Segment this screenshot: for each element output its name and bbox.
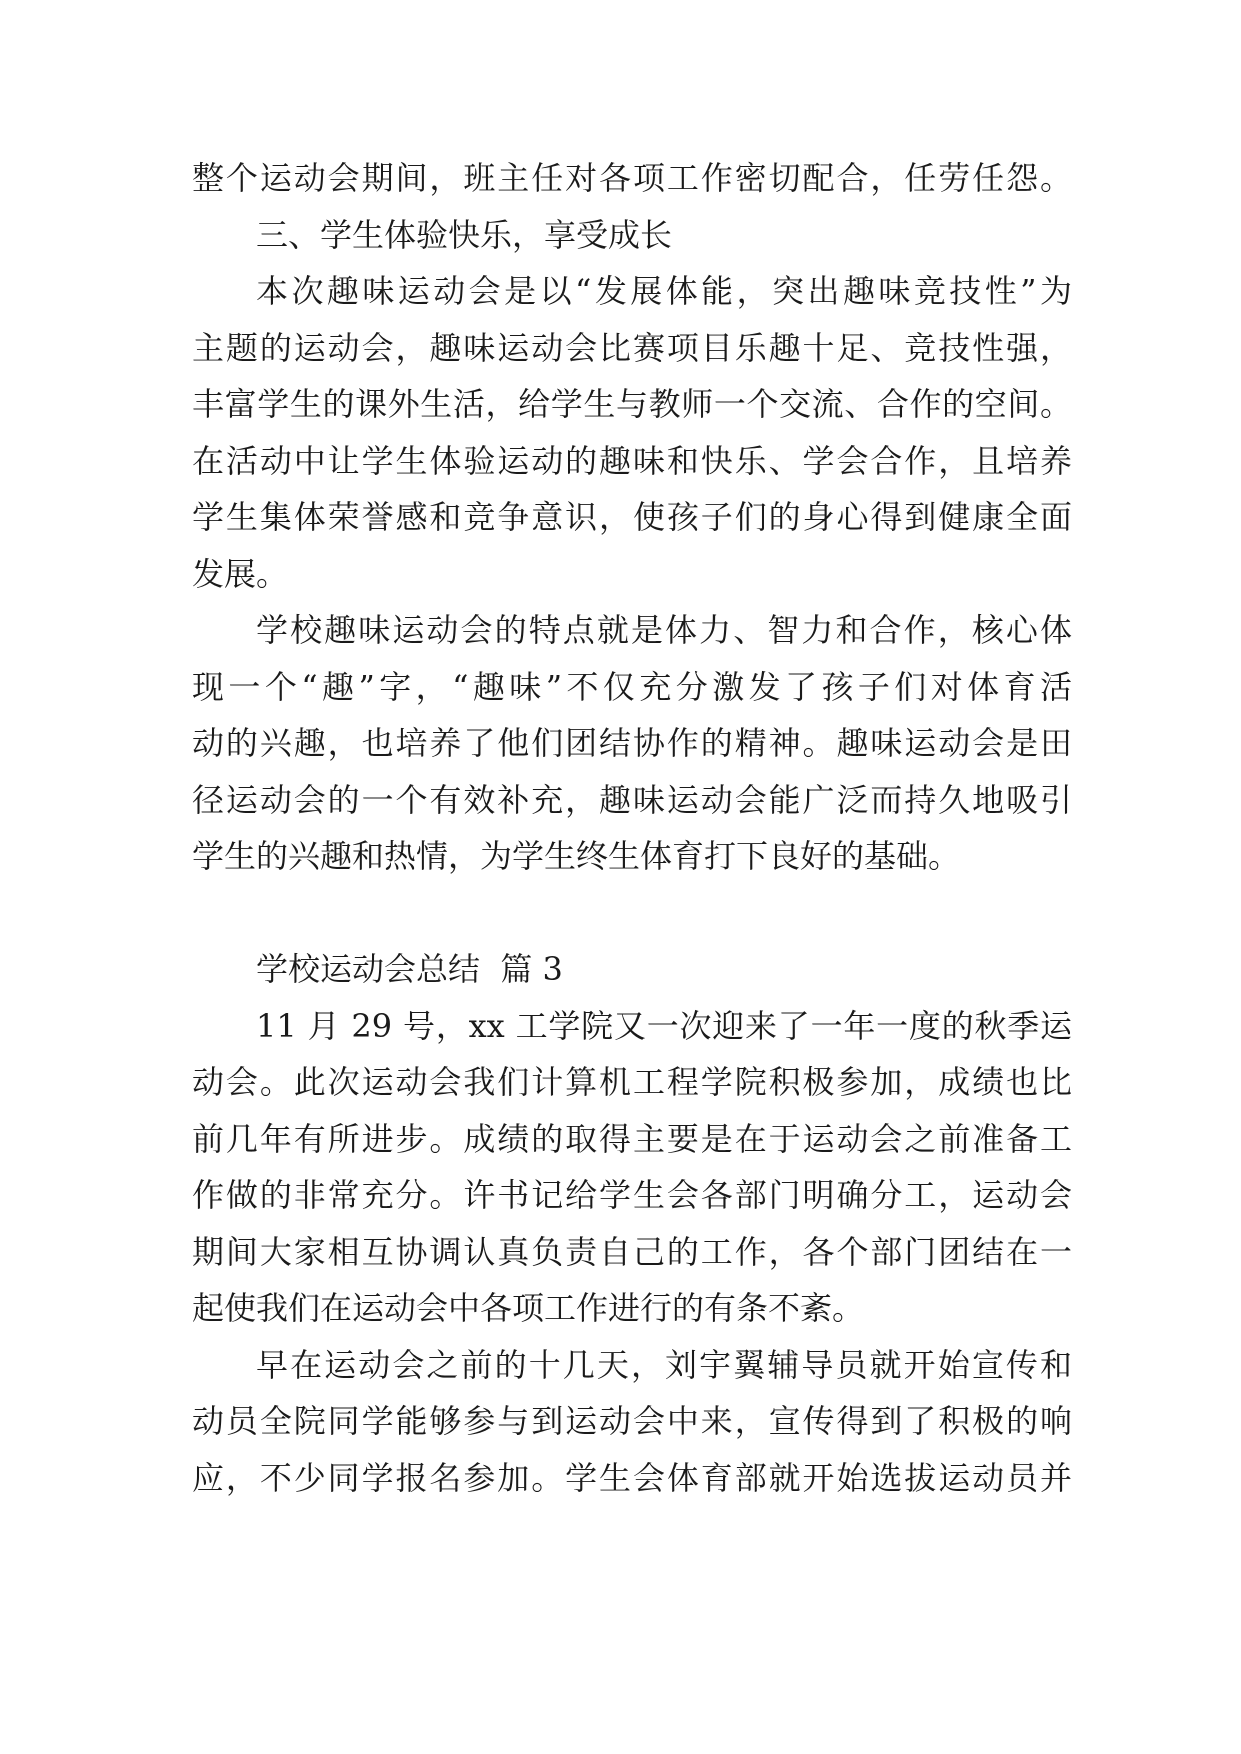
paragraph-line: 学生的兴趣和热情，为学生终生体育打下良好的基础。 [192, 837, 961, 875]
paragraph-line: 前几年有所进步。成绩的取得主要是在于运动会之前准备工 [192, 1119, 1072, 1158]
paragraph-line: 起使我们在运动会中各项工作进行的有条不紊。 [192, 1289, 865, 1327]
paragraph-line: 现一个“趣”字，“趣味”不仅充分激发了孩子们对体育活 [192, 667, 1072, 706]
section-heading: 三、学生体验快乐，享受成长 [256, 215, 673, 254]
paragraph-line: 主题的运动会，趣味运动会比赛项目乐趣十足、竞技性强， [192, 328, 1072, 367]
paragraph-line: 学生集体荣誉感和竞争意识，使孩子们的身心得到健康全面 [192, 498, 1072, 536]
paragraph-line: 丰富学生的课外生活，给学生与教师一个交流、合作的空间。 [192, 385, 1072, 423]
paragraph-line: 动的兴趣，也培养了他们团结协作的精神。趣味运动会是田 [192, 724, 1072, 762]
paragraph-line: 本次趣味运动会是以“发展体能，突出趣味竞技性”为 [256, 272, 1072, 310]
blank-line [192, 885, 1072, 942]
document-body [192, 150, 1072, 1506]
paragraph-line: 11 月 29 号，xx 工学院又一次迎来了一年一度的秋季运 [256, 1006, 1072, 1045]
paragraph-line: 作做的非常充分。许书记给学生会各部门明确分工，运动会 [192, 1176, 1072, 1214]
paragraph-line: 发展。 [192, 554, 289, 593]
paragraph-line: 早在运动会之前的十几天，刘宇翼辅导员就开始宣传和 [256, 1345, 1072, 1384]
paragraph-line: 整个运动会期间，班主任对各项工作密切配合，任劳任怨。 [192, 159, 1072, 197]
paragraph-line: 动员全院同学能够参与到运动会中来，宣传得到了积极的响 [192, 1402, 1072, 1440]
paragraph-line: 学校趣味运动会的特点就是体力、智力和合作，核心体 [256, 611, 1072, 649]
paragraph-line: 期间大家相互协调认真负责自己的工作，各个部门团结在一 [192, 1232, 1072, 1271]
paragraph-line: 应，不少同学报名参加。学生会体育部就开始选拔运动员并 [192, 1458, 1072, 1497]
article-title: 学校运动会总结 篇 3 [256, 950, 563, 988]
paragraph-line: 在活动中让学生体验运动的趣味和快乐、学会合作，且培养 [192, 441, 1072, 480]
paragraph-line: 径运动会的一个有效补充，趣味运动会能广泛而持久地吸引 [192, 780, 1072, 819]
paragraph-line: 动会。此次运动会我们计算机工程学院积极参加，成绩也比 [192, 1063, 1072, 1101]
